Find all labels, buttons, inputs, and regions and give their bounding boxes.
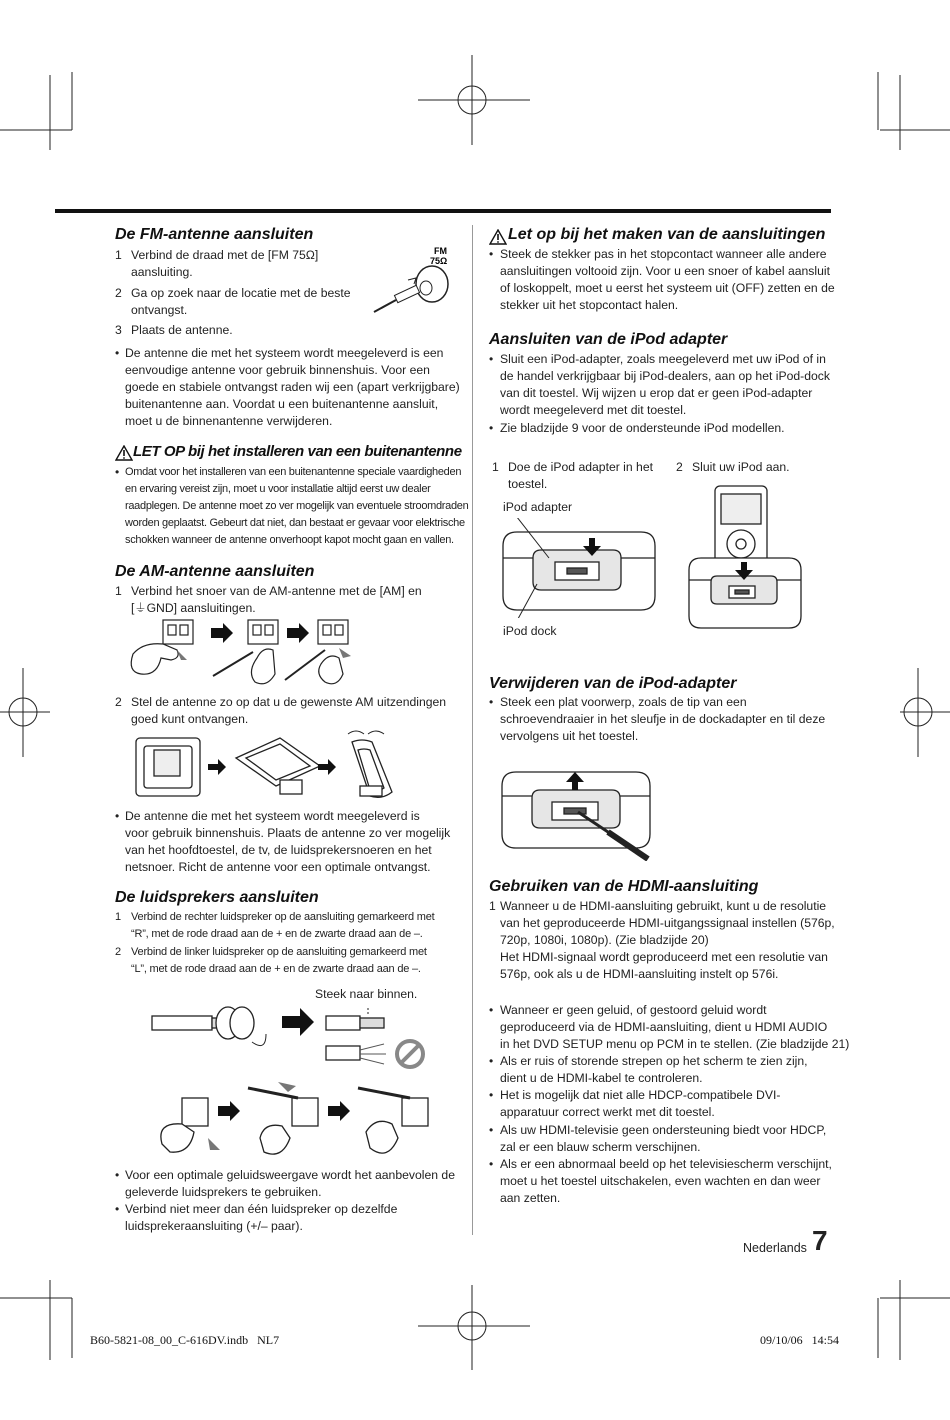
- warning-triangle-icon: [115, 445, 133, 461]
- bullet-icon: •: [489, 695, 494, 709]
- fm-label: FM: [434, 246, 447, 256]
- bullet-icon: •: [489, 352, 494, 366]
- ipod-step-num: 2: [676, 460, 683, 474]
- ipod-connect-line: Zie bladzijde 9 voor de ondersteunde iPod modellen.: [500, 421, 785, 435]
- fm-step-num: 1: [115, 248, 122, 262]
- am-note-line: De antenne die met het systeem wordt meegeleverd is: [125, 809, 420, 823]
- bullet-icon: •: [489, 421, 494, 435]
- label-ipod-dock: iPod dock: [503, 624, 557, 638]
- speaker-note-line: geleverde luidsprekers te gebruiken.: [125, 1185, 322, 1199]
- bullet-icon: •: [489, 1003, 494, 1017]
- speaker-step-text: Verbind de linker luidspreker op de aansluiting gemarkeerd met: [131, 946, 427, 958]
- fm-step-num: 3: [115, 323, 122, 337]
- hdmi-bullet-line: moet u het toestel uitschakelen, even wachten en dan weer: [500, 1174, 821, 1188]
- hdmi-bullet-line: Het is mogelijk dat niet alle HDCP-compatibele DVI-: [500, 1088, 781, 1102]
- caution-connect-line: aansluitingen voltooid zijn. Voor u een snoer of kabel aansluit: [500, 264, 830, 278]
- ipod-dock-adapter-illustration: [497, 518, 662, 618]
- fm-note-line: eenvoudige antenne voor gebruik binnenshuis. Voor een: [125, 363, 430, 377]
- ipod-remove-line: Steek een plat voorwerp, zoals de tip van een: [500, 695, 747, 709]
- am-terminal-illustration: [125, 616, 370, 688]
- bullet-icon: •: [489, 1088, 494, 1102]
- am-note-line: van het hoofdtoestel, de tv, de luidsprekersnoeren en het: [125, 843, 432, 857]
- fm-step-text: ontvangst.: [131, 303, 188, 317]
- fm-title: De FM-antenne aansluiten: [115, 226, 314, 243]
- bullet-icon: •: [489, 247, 494, 261]
- am-step-text: [⏚GND] aansluitingen.: [131, 601, 256, 615]
- speaker-step-num: 1: [115, 911, 121, 923]
- ipod-connect-title: Aansluiten van de iPod adapter: [489, 331, 728, 348]
- caution-outdoor-title: LET OP bij het installeren van een buitenantenne: [133, 443, 462, 460]
- hdmi-bullet-line: Als uw HDMI-televisie geen ondersteuning biedt voor HDCP,: [500, 1123, 827, 1137]
- hdmi-bullet-line: Als er ruis of storende strepen op het scherm te zien zijn,: [500, 1054, 808, 1068]
- ipod-step-text: toestel.: [508, 477, 548, 491]
- fm-step-num: 2: [115, 286, 122, 300]
- ipod-connect-line: wordt meegeleverd met dit toestel.: [500, 403, 687, 417]
- ipod-dock-with-ipod-illustration: [685, 482, 805, 632]
- bullet-icon: •: [489, 1157, 494, 1171]
- speaker-note-line: Verbind niet meer dan één luidspreker op dezelfde: [125, 1202, 398, 1216]
- hdmi-bullet-line: zal er een blauw scherm verschijnen.: [500, 1140, 701, 1154]
- hdmi-bullet-line: geproduceerd via de HDMI-aansluiting, dient u HDMI AUDIO: [500, 1020, 828, 1034]
- bullet-icon: •: [115, 465, 119, 479]
- bullet-icon: •: [115, 1168, 120, 1182]
- hdmi-step-line: 576p, ook als u de HDMI-aansluiting instelt op 576i.: [500, 967, 779, 981]
- hdmi-bullet-line: Wanneer er geen geluid, of gestoord geluid wordt: [500, 1003, 767, 1017]
- caution-connect-line: of loskoppelt, moet u eerst het systeem uit (OFF) zetten en de: [500, 281, 835, 295]
- caution-connect-title: Let op bij het maken van de aansluitingen: [508, 226, 826, 243]
- am-step-text: Verbind het snoer van de AM-antenne met de [AM] en: [131, 584, 422, 598]
- hdmi-step-num: 1: [489, 899, 496, 913]
- page-language: Nederlands: [743, 1241, 807, 1255]
- bullet-icon: •: [489, 1123, 494, 1137]
- caution-outdoor-line: Omdat voor het installeren van een buitenantenne speciale vaardigheden: [125, 466, 462, 478]
- fm-step-text: aansluiting.: [131, 265, 193, 279]
- ipod-remove-title: Verwijderen van de iPod-adapter: [489, 675, 737, 692]
- hdmi-step-line: 720p, 1080i, 1080p). (Zie bladzijde 20): [500, 933, 709, 947]
- speaker-step-text: “R”, met de rode draad aan de + en de zwarte draad aan de –.: [131, 928, 423, 940]
- fm-connector-illustration: [370, 240, 460, 320]
- header-rule: [55, 209, 831, 213]
- speaker-step-text: “L”, met de rode draad aan de + en de zwarte draad aan de –.: [131, 963, 421, 975]
- fm-step-text: Verbind de draad met de [FM 75Ω]: [131, 248, 319, 262]
- am-note-line: voor gebruik binnenshuis. Plaats de antenne zo ver mogelijk: [125, 826, 451, 840]
- caution-connect-line: Steek de stekker pas in het stopcontact wanneer alle andere: [500, 247, 827, 261]
- fm-note-line: De antenne die met het systeem wordt meegeleverd is een: [125, 346, 444, 360]
- hdmi-bullet-line: apparatuur correct werkt met dit toestel.: [500, 1105, 715, 1119]
- fm-note-line: moet u de binnenantenne verwijderen.: [125, 414, 333, 428]
- page-number: 7: [812, 1225, 828, 1256]
- bullet-icon: •: [115, 1202, 120, 1216]
- ipod-connect-line: van dit toestel. Wij wijzen u erop dat er geen iPod-adapter: [500, 386, 813, 400]
- warning-triangle-icon: [489, 229, 507, 245]
- speaker-note-line: Voor een optimale geluidsweergave wordt het aanbevolen de: [125, 1168, 455, 1182]
- hdmi-bullet-line: in het DVD SETUP menu op PCM in te stellen. (Zie bladzijde 21): [500, 1037, 850, 1051]
- fm-step-text: Plaats de antenne.: [131, 323, 233, 337]
- am-step-text: Stel de antenne zo op dat u de gewenste AM uitzendingen: [131, 695, 447, 709]
- am-loop-antenna-illustration: [132, 728, 412, 800]
- speaker-step-text: Verbind de rechter luidspreker op de aansluiting gemarkeerd met: [131, 911, 435, 923]
- speaker-note-line: luidsprekeraansluiting (+/– paar).: [125, 1219, 303, 1233]
- ipod-remove-line: schroevendraaier in het sleufje in de dockadapter en til deze: [500, 712, 826, 726]
- ipod-connect-line: Sluit een iPod-adapter, zoals meegeleverd met uw iPod of in: [500, 352, 826, 366]
- fm-step-text: Ga op zoek naar de locatie met de beste: [131, 286, 351, 300]
- fm-note-line: buitenantenne aan. Voordat u een buitenantenne aansluit,: [125, 397, 439, 411]
- speaker-figure-caption: Steek naar binnen.: [315, 987, 418, 1001]
- speaker-step-num: 2: [115, 946, 121, 958]
- ipod-step-text: Doe de iPod adapter in het: [508, 460, 654, 474]
- am-step-text: goed kunt ontvangen.: [131, 712, 249, 726]
- footer-date: 09/10/06 14:54: [760, 1333, 840, 1347]
- hdmi-bullet-line: aan zetten.: [500, 1191, 561, 1205]
- hdmi-bullet-line: Als er een abnormaal beeld op het televisiescherm verschijnt,: [500, 1157, 832, 1171]
- hdmi-bullet-line: dient u de HDMI-kabel te controleren.: [500, 1071, 703, 1085]
- bullet-icon: •: [489, 1054, 494, 1068]
- ipod-remove-line: vervolgens uit het toestel.: [500, 729, 639, 743]
- caution-connect-line: stekker uit het stopcontact halen.: [500, 298, 679, 312]
- footer-file: B60-5821-08_00_C-616DV.indb NL7: [90, 1333, 280, 1347]
- hdmi-step-line: van het geproduceerde HDMI-uitgangssignaal instellen (576p,: [500, 916, 835, 930]
- hdmi-title: Gebruiken van de HDMI-aansluiting: [489, 878, 759, 895]
- am-title: De AM-antenne aansluiten: [115, 563, 315, 580]
- hdmi-step-line: Wanneer u de HDMI-aansluiting gebruikt, kunt u de resolutie: [500, 899, 827, 913]
- caution-outdoor-line: en ervaring vereist zijn, moet u voor installatie altijd eerst uw dealer: [125, 483, 431, 495]
- bullet-icon: •: [115, 346, 120, 360]
- ipod-step-num: 1: [492, 460, 499, 474]
- caution-outdoor-line: raadplegen. De antenne moet zo ver mogelijk van eventuele stroomdraden: [125, 500, 469, 512]
- hdmi-step-line: Het HDMI-signaal wordt geproduceerd met een resolutie van: [500, 950, 828, 964]
- am-note-line: netsnoer. Richt de antenne voor een optimale ontvangst.: [125, 860, 431, 874]
- ipod-connect-line: de handel verkrijgbaar bij iPod-dealers, aan op het iPod-dock: [500, 369, 830, 383]
- speakers-title: De luidsprekers aansluiten: [115, 889, 319, 906]
- bullet-icon: •: [115, 809, 120, 823]
- ipod-step-text: Sluit uw iPod aan.: [692, 460, 790, 474]
- caution-outdoor-line: worden geplaatst. Gebeurt dat niet, dan bestaat er gevaar voor elektrische: [125, 517, 465, 529]
- am-step-num: 2: [115, 695, 122, 709]
- fm-75-label: 75Ω: [430, 256, 448, 266]
- label-ipod-adapter: iPod adapter: [503, 500, 573, 514]
- caution-outdoor-line: schokken wanneer de antenne onverhoopt kapot mocht gaan en vallen.: [125, 534, 454, 546]
- am-step-num: 1: [115, 584, 122, 598]
- speaker-wire-illustration: [148, 1002, 438, 1162]
- column-divider: [472, 225, 473, 1235]
- ipod-adapter-removal-illustration: [498, 766, 658, 861]
- fm-note-line: goede en stabiele ontvangst raden wij een (apart verkrijgbare): [125, 380, 460, 394]
